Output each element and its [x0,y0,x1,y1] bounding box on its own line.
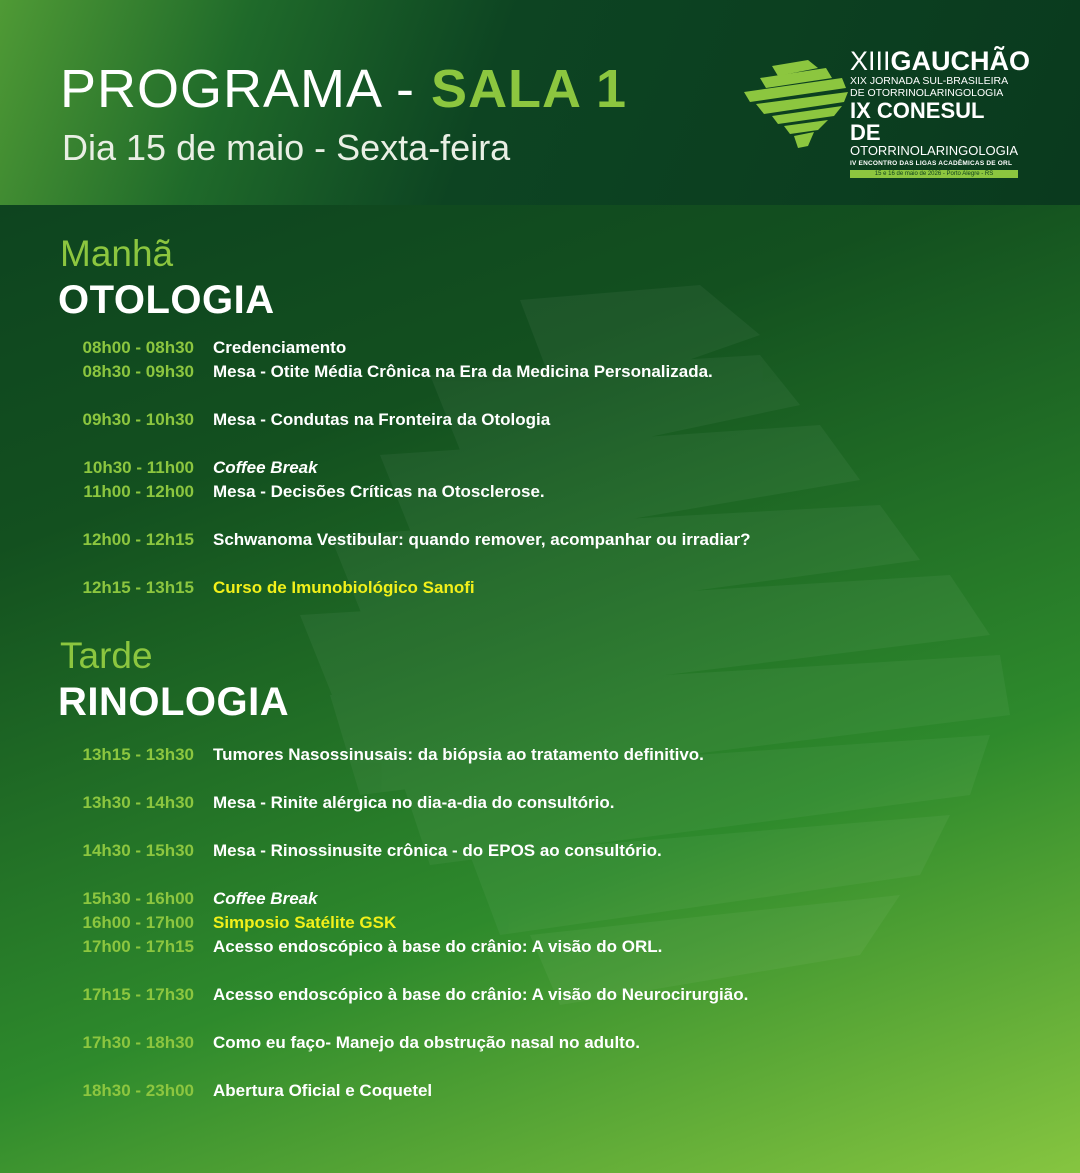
row-event: Mesa - Condutas na Fronteira da Otologia [213,410,551,429]
afternoon-title: RINOLOGIA [58,680,290,724]
logo-gauchao: GAUCHÃO [890,46,1031,76]
logo-line2: XIX JORNADA SUL-BRASILEIRA [850,75,1009,87]
morning-label: Manhã [60,233,174,274]
logo-map-icon [738,58,850,158]
row-time: 17h30 - 18h30 [82,1033,194,1052]
row-event-coffee-break: Coffee Break [213,458,318,477]
row-event: Como eu faço- Manejo da obstrução nasal no adulto. [213,1033,640,1052]
row-time: 13h15 - 13h30 [82,745,194,764]
logo-line6: IV ENCONTRO DAS LIGAS ACADÊMICAS DE ORL [850,160,1013,167]
event-logo [738,46,1031,178]
row-event: Schwanoma Vestibular: quando remover, acompanhar ou irradiar? [213,530,751,549]
row-event: Credenciamento [213,338,347,357]
row-time: 18h30 - 23h00 [82,1081,194,1100]
row-time: 08h00 - 08h30 [82,338,194,357]
logo-line5: OTORRINOLARINGOLOGIA [850,143,1019,158]
row-event: Abertura Oficial e Coquetel [213,1081,433,1100]
row-time: 11h00 - 12h00 [83,482,194,501]
logo-text [850,46,1031,178]
row-event-coffee-break: Coffee Break [213,889,318,908]
row-event-sponsored: Curso de Imunobiológico Sanofi [213,578,475,597]
row-event: Acesso endoscópico à base do crânio: A visão do Neurocirurgião. [213,985,749,1004]
row-event: Mesa - Rinossinusite crônica - do EPOS ao consultório. [213,841,662,860]
logo-line3: DE OTORRINOLARINGOLOGIA [850,86,1004,99]
title-main: PROGRAMA - [60,59,432,119]
header-banner [0,0,1080,205]
row-event: Tumores Nasossinusais: da biópsia ao tratamento definitivo. [213,745,704,764]
row-event: Mesa - Decisões Críticas na Otosclerose. [213,482,545,501]
row-time: 17h15 - 17h30 [82,985,194,1004]
row-event: Mesa - Otite Média Crônica na Era da Medicina Personalizada. [213,362,713,381]
page-subtitle: Dia 15 de maio - Sexta-feira [62,127,511,168]
row-time: 16h00 - 17h00 [82,913,194,932]
logo-line4: IX CONESUL DE [850,98,985,145]
row-time: 09h30 - 10h30 [82,410,194,429]
row-time: 13h30 - 14h30 [82,793,194,812]
page-title [60,58,627,120]
row-time: 10h30 - 11h00 [83,458,194,477]
title-accent: SALA 1 [431,59,628,119]
row-time: 12h15 - 13h15 [82,578,194,597]
row-event-sponsored: Simposio Satélite GSK [213,913,397,932]
afternoon-label: Tarde [60,635,153,676]
row-time: 08h30 - 09h30 [82,362,194,381]
logo-xiii: XIII [850,46,891,76]
row-time: 15h30 - 16h00 [82,889,194,908]
row-time: 17h00 - 17h15 [82,937,194,956]
logo-date-badge: 15 e 16 de maio de 2026 - Porto Alegre - RS [850,170,1018,178]
row-event: Acesso endoscópico à base do crânio: A visão do ORL. [213,937,663,956]
row-time: 12h00 - 12h15 [82,530,194,549]
morning-title: OTOLOGIA [58,278,275,322]
row-event: Mesa - Rinite alérgica no dia-a-dia do consultório. [213,793,615,812]
row-time: 14h30 - 15h30 [82,841,194,860]
